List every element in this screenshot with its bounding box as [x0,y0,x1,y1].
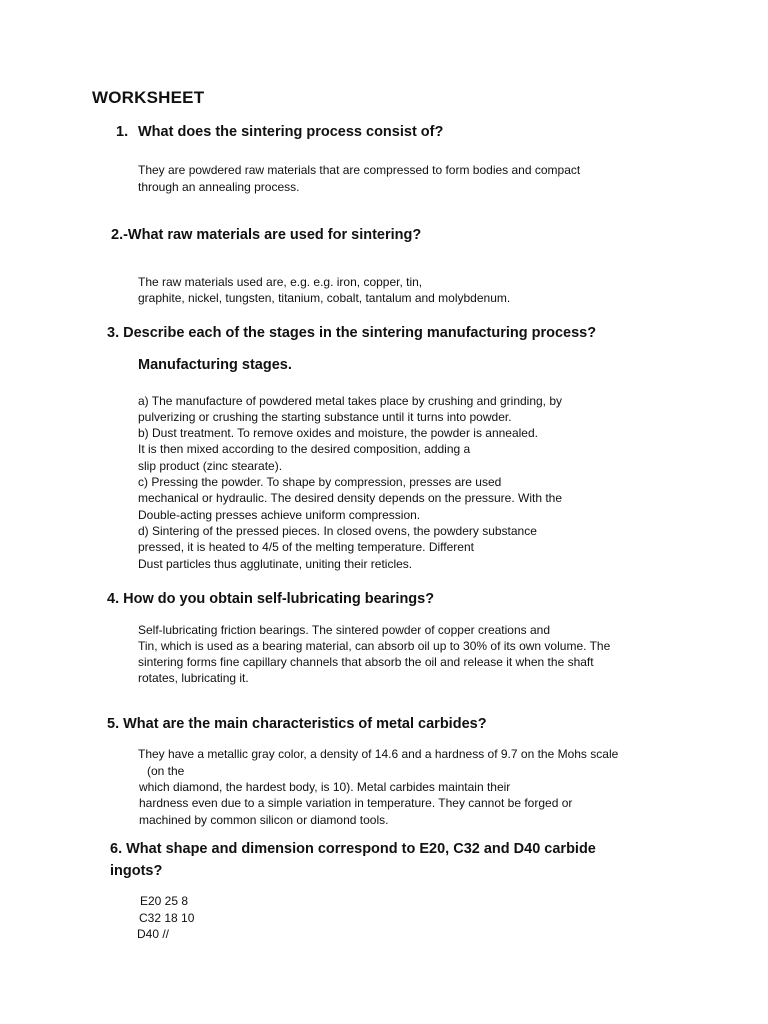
question-6: 6. What shape and dimension correspond to E20, C32 and D40 carbide [110,841,596,857]
answer-2-line: The raw materials used are, e.g. e.g. iron, copper, tin, [138,275,423,289]
answer-3-line: d) Sintering of the pressed pieces. In closed ovens, the powdery substance [138,524,537,538]
answer-3-line: pulverizing or crushing the starting substance until it turns into powder. [138,410,512,424]
question-1: What does the sintering process consist of? [138,124,444,140]
question-3-subheading: Manufacturing stages. [138,357,292,373]
answer-1-line: through an annealing process. [138,180,300,194]
answer-3-line: c) Pressing the powder. To shape by compression, presses are used [138,475,502,489]
answer-3-line: Dust particles thus agglutinate, uniting their reticles. [138,557,413,571]
answer-4-line: sintering forms fine capillary channels that absorb the oil and release it when the shaft [138,655,594,669]
question-4: 4. How do you obtain self-lubricating bearings? [107,591,435,607]
answer-6-line: E20 25 8 [140,894,189,908]
answer-4-line: rotates, lubricating it. [138,671,249,685]
answer-4-line: Self-lubricating friction bearings. The sintered powder of copper creations and [138,623,551,637]
question-2: 2.-What raw materials are used for sintering? [111,227,422,243]
question-5: 5. What are the main characteristics of metal carbides? [107,716,487,732]
answer-3-line: b) Dust treatment. To remove oxides and moisture, the powder is annealed. [138,426,538,440]
answer-6-line: D40 // [137,927,170,941]
answer-5-line: (on the [147,764,185,778]
answer-5-line: which diamond, the hardest body, is 10). Metal carbides maintain their [139,780,511,794]
answer-3-line: Double-acting presses achieve uniform compression. [138,508,421,522]
answer-4-line: Tin, which is used as a bearing material, can absorb oil up to 30% of its own volume. The [138,639,611,653]
answer-5-line: hardness even due to a simple variation in temperature. They cannot be forged or [139,796,573,810]
answer-3-line: slip product (zinc stearate). [138,459,283,473]
answer-2-line: graphite, nickel, tungsten, titanium, cobalt, tantalum and molybdenum. [138,291,511,305]
answer-3-line: pressed, it is heated to 4/5 of the melting temperature. Different [138,540,474,554]
question-6-continued: ingots? [110,863,163,879]
answer-3-line: a) The manufacture of powdered metal takes place by crushing and grinding, by [138,394,563,408]
answer-3-line: It is then mixed according to the desired composition, adding a [138,442,471,456]
answer-1-line: They are powdered raw materials that are compressed to form bodies and compact [138,163,581,177]
answer-6-line: C32 18 10 [139,911,195,925]
question-3: 3. Describe each of the stages in the sintering manufacturing process? [107,325,597,341]
page-title: WORKSHEET [92,88,205,107]
answer-5-line: They have a metallic gray color, a density of 14.6 and a hardness of 9.7 on the Mohs scale [138,747,619,761]
answer-3-line: mechanical or hydraulic. The desired density depends on the pressure. With the [138,491,563,505]
question-1-number: 1. [116,124,129,140]
answer-5-line: machined by common silicon or diamond tools. [139,813,389,827]
